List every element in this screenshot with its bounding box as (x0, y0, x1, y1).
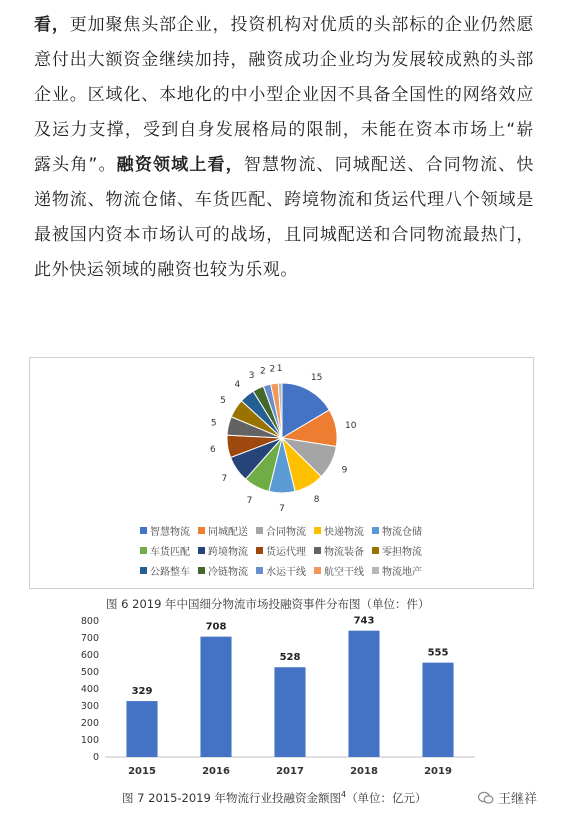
figure7-caption (122, 790, 427, 806)
legend-swatch (140, 567, 147, 574)
pie-data-label: 5 (220, 396, 226, 407)
bold-heading-financing-field: 融资领域上看， (116, 155, 244, 175)
bar-2015 (126, 701, 157, 757)
pie-data-label: 8 (313, 494, 320, 505)
legend-item (314, 543, 364, 558)
pie-chart-frame (29, 357, 534, 589)
pie-data-label: 7 (279, 504, 285, 514)
wechat-icon (478, 791, 494, 805)
y-tick-label: 200 (80, 718, 99, 729)
legend-swatch (314, 547, 321, 554)
legend-item (372, 523, 422, 538)
legend-swatch (198, 527, 205, 534)
legend-item (140, 523, 190, 538)
y-tick-label: 700 (80, 633, 99, 644)
pie-legend (140, 520, 440, 580)
legend-label: 跨境物流 (208, 546, 248, 558)
pie-data-label: 1 (276, 364, 283, 375)
bar-2018 (348, 631, 379, 757)
watermark (478, 788, 537, 807)
legend-item (372, 563, 422, 578)
x-tick-label: 2019 (424, 766, 452, 777)
legend-row (140, 520, 440, 540)
legend-label: 物流地产 (382, 566, 422, 578)
y-tick-label: 0 (92, 752, 99, 763)
bar-data-label: 708 (205, 621, 227, 633)
pie-data-label: 6 (209, 444, 216, 455)
article-paragraph (34, 8, 534, 288)
bar-data-label: 743 (353, 615, 375, 627)
legend-label: 快递物流 (324, 526, 364, 538)
legend-item (140, 543, 190, 558)
legend-label: 冷链物流 (208, 566, 248, 578)
footnote-marker: 4 (340, 790, 347, 800)
bar-data-label: 528 (279, 652, 301, 664)
legend-item (256, 523, 306, 538)
legend-label: 货运代理 (266, 546, 306, 558)
pie-data-label: 9 (341, 465, 348, 476)
bar-data-label: 555 (427, 647, 449, 659)
y-tick-label: 100 (80, 735, 99, 746)
legend-label: 物流装备 (324, 546, 364, 558)
figure7-caption-main: 图 7 2015-2019 年物流行业投融资金额图 (122, 791, 341, 805)
legend-label: 车货匹配 (150, 546, 190, 558)
watermark-text: 王继祥 (498, 792, 538, 807)
paragraph-text-end: 智慧物流、同城配送、合同物流、快递物流、物流仓储、车货匹配、跨境物流和货运代理八个领域是最被国内资本市场认可的战场，且同城配送和合同物流最热门，此外快运领域的融资也较为乐观。 (34, 155, 534, 280)
figure7-caption-unit: （单位：亿元） (346, 791, 427, 805)
legend-label: 合同物流 (266, 526, 306, 538)
y-tick-label: 300 (80, 701, 99, 712)
pie-data-label: 10 (345, 420, 357, 431)
x-tick-label: 2017 (276, 766, 304, 777)
pie-data-label: 7 (221, 473, 228, 484)
legend-swatch (198, 547, 205, 554)
legend-swatch (256, 527, 263, 534)
legend-swatch (314, 527, 321, 534)
y-tick-label: 400 (80, 684, 99, 695)
legend-swatch (140, 527, 147, 534)
legend-swatch (314, 567, 321, 574)
legend-swatch (372, 547, 379, 554)
legend-label: 公路整车 (150, 566, 190, 578)
pie-chart (30, 358, 533, 518)
bar-data-label: 329 (131, 686, 153, 698)
x-tick-label: 2016 (202, 766, 230, 777)
legend-item (256, 543, 306, 558)
pie-data-label: 5 (210, 418, 217, 429)
paragraph-text: 更加聚焦头部企业，投资机构对优质的头部标的企业仍然愿意付出大额资金继续加持，融资成功企业均为发展较成熟的头部企业。区域化、本地化的中小型企业因不具备全国性的网络效应及运力支撑，受到自身发展格局的限制，未能在资本市场上“崭露头角”。 (34, 15, 534, 175)
pie-data-label: 4 (234, 380, 241, 391)
legend-label: 零担物流 (382, 546, 422, 558)
legend-item (140, 563, 190, 578)
legend-item (198, 523, 248, 538)
legend-row (140, 540, 440, 560)
legend-item (372, 543, 422, 558)
legend-item (314, 523, 364, 538)
x-tick-label: 2018 (350, 766, 378, 777)
figure6-caption: 图 6 2019 年中国细分物流市场投融资事件分布图（单位：件） (106, 597, 430, 611)
pie-data-label: 7 (246, 495, 253, 506)
legend-row (140, 560, 440, 580)
legend-swatch (372, 527, 379, 534)
y-tick-label: 600 (80, 650, 99, 661)
bar-2016 (200, 637, 231, 757)
legend-swatch (256, 547, 263, 554)
legend-item (314, 563, 364, 578)
bar-chart-frame (75, 611, 485, 781)
legend-swatch (372, 567, 379, 574)
legend-label: 智慧物流 (150, 526, 190, 538)
y-tick-label: 800 (80, 616, 99, 627)
legend-swatch (140, 547, 147, 554)
legend-label: 水运干线 (266, 566, 306, 578)
x-tick-label: 2015 (128, 766, 156, 777)
legend-label: 物流仓储 (382, 526, 422, 538)
legend-swatch (256, 567, 263, 574)
legend-item (256, 563, 306, 578)
pie-data-label: 2 (260, 366, 266, 377)
legend-label: 航空干线 (324, 566, 364, 578)
bold-lead: 看， (34, 15, 70, 35)
legend-swatch (198, 567, 205, 574)
bar-2019 (422, 663, 453, 757)
bar-2017 (274, 667, 305, 757)
pie-data-label: 15 (310, 373, 323, 384)
legend-item (198, 543, 248, 558)
legend-label: 同城配送 (208, 526, 248, 538)
pie-data-label: 2 (269, 364, 276, 375)
y-tick-label: 500 (80, 667, 99, 678)
legend-item (198, 563, 248, 578)
bar-chart (75, 611, 485, 781)
pie-data-label: 3 (248, 370, 255, 381)
